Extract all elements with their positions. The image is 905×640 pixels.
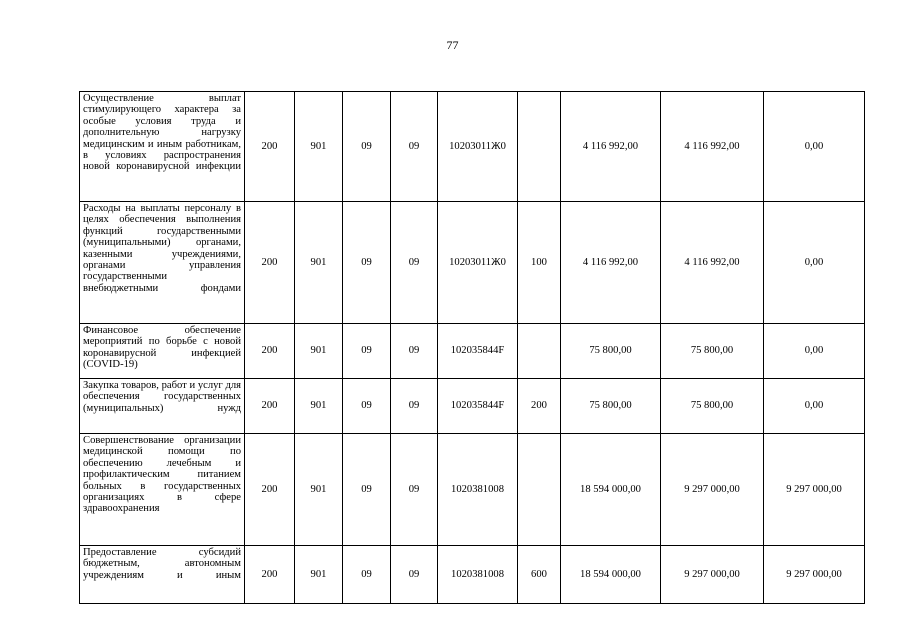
- row-target-code: 10203011Ж0: [438, 202, 518, 324]
- row-target-code: 10203011Ж0: [438, 92, 518, 202]
- row-admin-code: 200: [245, 379, 295, 434]
- row-admin-code: 200: [245, 546, 295, 604]
- row-amount-1: 4 116 992,00: [561, 202, 661, 324]
- row-target-code: 102035844F: [438, 379, 518, 434]
- row-amount-1: 18 594 000,00: [561, 434, 661, 546]
- row-subsection: 09: [391, 324, 438, 379]
- row-admin-code: 200: [245, 92, 295, 202]
- table-row: [80, 546, 865, 604]
- row-amount-2: 75 800,00: [661, 324, 764, 379]
- row-section: 09: [343, 202, 391, 324]
- row-amount-3: 0,00: [764, 379, 865, 434]
- row-amount-2: 4 116 992,00: [661, 202, 764, 324]
- table-row: [80, 202, 865, 324]
- row-target-code: 102035844F: [438, 324, 518, 379]
- row-amount-1: 75 800,00: [561, 324, 661, 379]
- row-amount-3: 9 297 000,00: [764, 546, 865, 604]
- row-amount-1: 75 800,00: [561, 379, 661, 434]
- row-amount-3: 0,00: [764, 324, 865, 379]
- row-section: 09: [343, 324, 391, 379]
- row-amount-1: 18 594 000,00: [561, 546, 661, 604]
- row-description: Совершенствование организации медицинской помощи по обеспечению лечебным и профилактическим питанием больных в государственных организациях в сфере здравоохранения: [80, 434, 245, 546]
- row-expense-type: [518, 434, 561, 546]
- row-admin-code: 200: [245, 324, 295, 379]
- row-section: 09: [343, 546, 391, 604]
- row-section: 09: [343, 379, 391, 434]
- row-amount-3: 0,00: [764, 92, 865, 202]
- row-expense-type: [518, 92, 561, 202]
- row-description: Расходы на выплаты персоналу в целях обеспечения выполнения функций государственными (муниципальными) органами, казенными учреждениями, органами управления государственными внебюджетными фондами: [80, 202, 245, 324]
- row-amount-2: 9 297 000,00: [661, 546, 764, 604]
- row-target-code: 1020381008: [438, 434, 518, 546]
- table-row: [80, 92, 865, 202]
- row-amount-2: 4 116 992,00: [661, 92, 764, 202]
- row-description: Осуществление выплат стимулирующего характера за особые условия труда и дополнительную нагрузку медицинским и иным работникам, в условиях распространения новой коронавирусной инфекции: [80, 92, 245, 202]
- table-row: [80, 324, 865, 379]
- row-admin-code: 200: [245, 434, 295, 546]
- row-target-code: 1020381008: [438, 546, 518, 604]
- row-section: 09: [343, 434, 391, 546]
- row-grbs-code: 901: [295, 379, 343, 434]
- row-amount-3: 9 297 000,00: [764, 434, 865, 546]
- row-amount-1: 4 116 992,00: [561, 92, 661, 202]
- row-grbs-code: 901: [295, 546, 343, 604]
- row-grbs-code: 901: [295, 434, 343, 546]
- page-number: 77: [446, 38, 459, 52]
- row-description: Финансовое обеспечение мероприятий по борьбе с новой коронавирусной инфекцией (COVID-19): [80, 324, 245, 379]
- row-expense-type: 200: [518, 379, 561, 434]
- row-subsection: 09: [391, 379, 438, 434]
- table-row: [80, 379, 865, 434]
- row-expense-type: [518, 324, 561, 379]
- budget-table: [79, 91, 865, 604]
- row-amount-3: 0,00: [764, 202, 865, 324]
- row-admin-code: 200: [245, 202, 295, 324]
- row-amount-2: 9 297 000,00: [661, 434, 764, 546]
- row-subsection: 09: [391, 546, 438, 604]
- row-description: Предоставление субсидий бюджетным, автономным учреждениям и иным: [80, 546, 245, 604]
- row-grbs-code: 901: [295, 202, 343, 324]
- row-subsection: 09: [391, 92, 438, 202]
- row-grbs-code: 901: [295, 324, 343, 379]
- table-row: [80, 434, 865, 546]
- row-subsection: 09: [391, 202, 438, 324]
- row-grbs-code: 901: [295, 92, 343, 202]
- row-description: Закупка товаров, работ и услуг для обеспечения государственных (муниципальных) нужд: [80, 379, 245, 434]
- row-expense-type: 600: [518, 546, 561, 604]
- row-amount-2: 75 800,00: [661, 379, 764, 434]
- row-expense-type: 100: [518, 202, 561, 324]
- row-subsection: 09: [391, 434, 438, 546]
- row-section: 09: [343, 92, 391, 202]
